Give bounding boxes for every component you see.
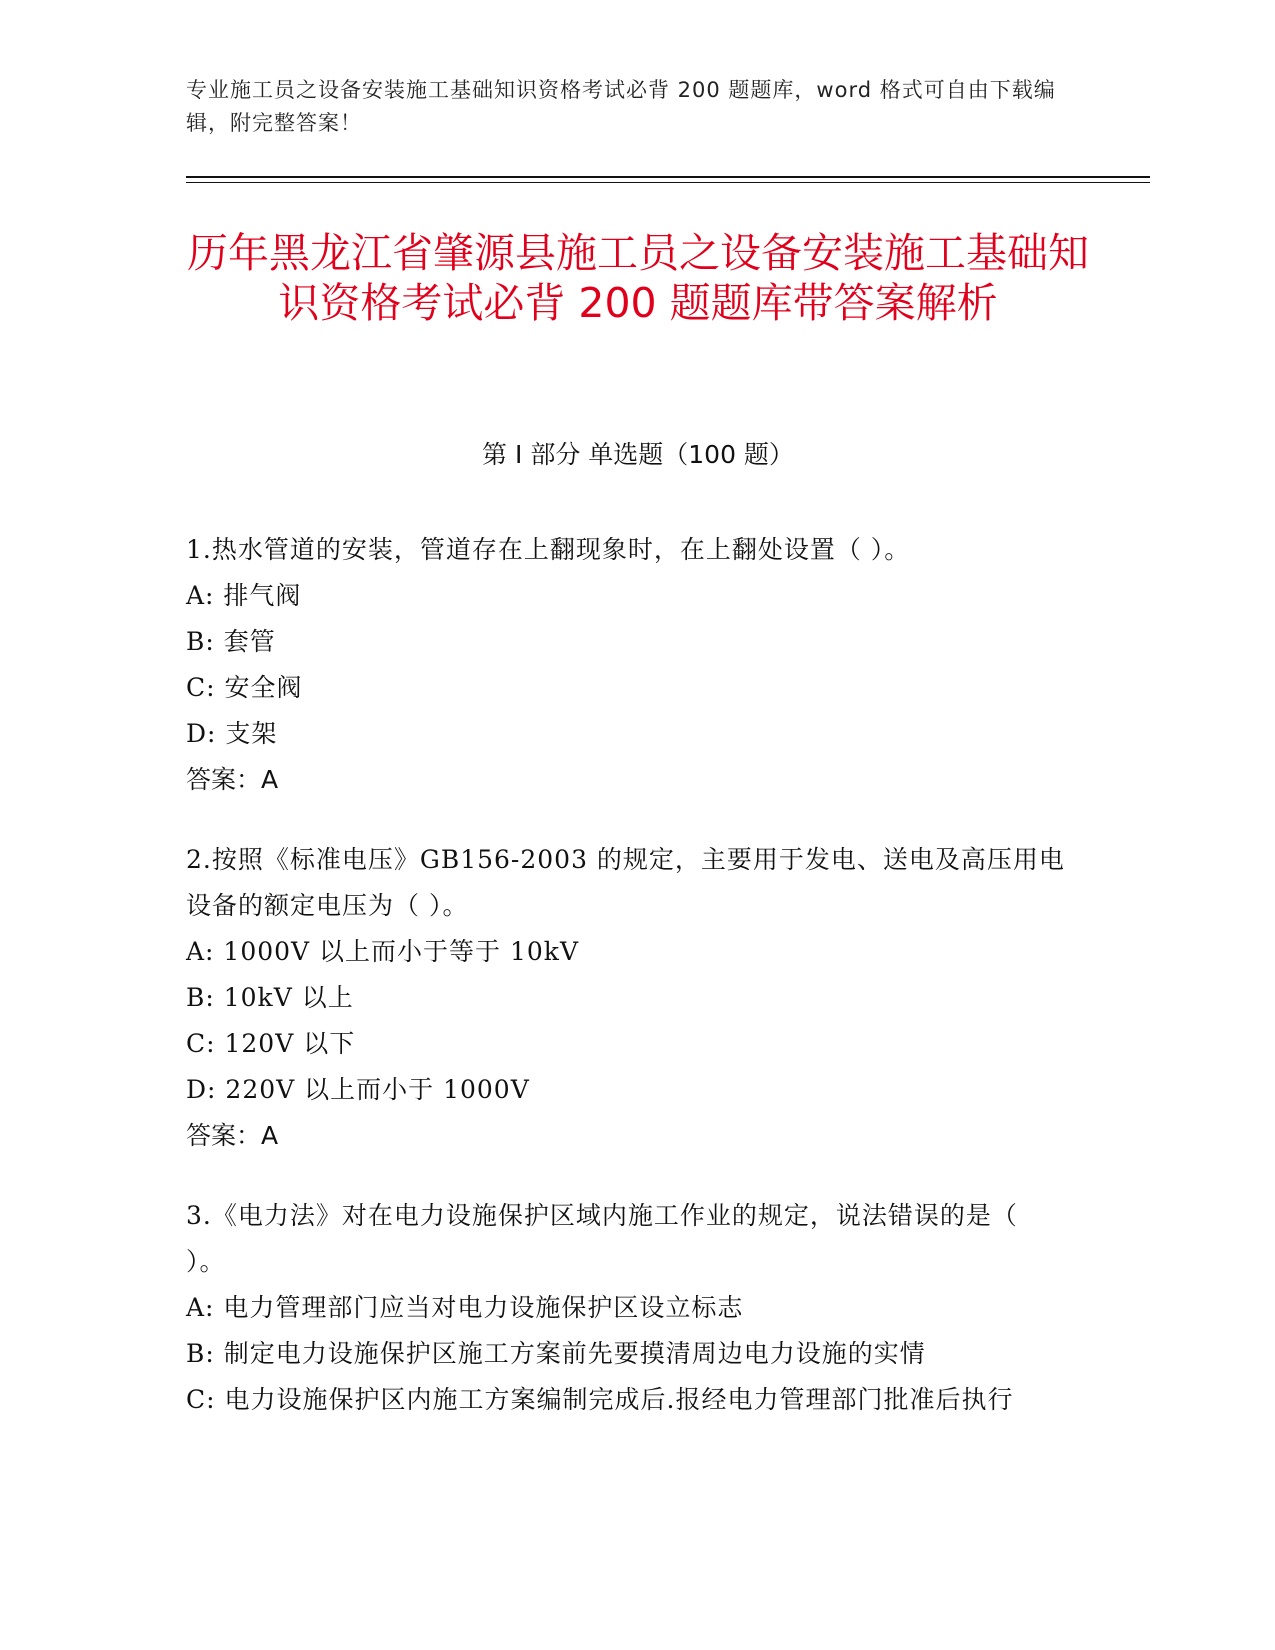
question-stem: 2.按照《标准电压》GB156-2003 的规定，主要用于发电、送电及高压用电设备的额定电压为（ ）。	[186, 845, 1065, 920]
question-stem: 1.热水管道的安装，管道存在上翻现象时，在上翻处设置（ ）。	[186, 535, 911, 564]
option-a: A: 排气阀	[186, 581, 302, 610]
option-b: B: 制定电力设施保护区施工方案前先要摸清周边电力设施的实情	[186, 1339, 926, 1368]
option-c: C: 安全阀	[186, 673, 303, 702]
option-b: B: 10kV 以上	[186, 983, 354, 1012]
option-a: A: 电力管理部门应当对电力设施保护区设立标志	[186, 1293, 744, 1322]
answer: 答案：A	[186, 1121, 279, 1150]
section-title: 第 I 部分 单选题（100 题）	[482, 440, 794, 469]
document-title: 历年黑龙江省肇源县施工员之设备安装施工基础知识资格考试必背 200 题题库带答案解析	[187, 229, 1089, 327]
question-1	[186, 527, 1066, 803]
header-divider-thin	[186, 182, 1150, 183]
option-b: B: 套管	[186, 627, 276, 656]
header-divider-thick	[186, 176, 1150, 178]
question-2	[186, 837, 1066, 1159]
header-note: 专业施工员之设备安装施工基础知识资格考试必背 200 题题库，word 格式可自由下载编辑，附完整答案！	[186, 78, 1056, 135]
option-c: C: 电力设施保护区内施工方案编制完成后.报经电力管理部门批准后执行	[186, 1385, 1014, 1414]
answer: 答案：A	[186, 765, 279, 794]
question-list	[186, 527, 1066, 1457]
question-3	[186, 1193, 1066, 1423]
option-c: C: 120V 以下	[186, 1029, 356, 1058]
option-d: D: 支架	[186, 719, 278, 748]
option-a: A: 1000V 以上而小于等于 10kV	[186, 937, 580, 966]
option-d: D: 220V 以上而小于 1000V	[186, 1075, 530, 1104]
question-stem: 3.《电力法》对在电力设施保护区域内施工作业的规定，说法错误的是（ ）。	[186, 1201, 1018, 1276]
